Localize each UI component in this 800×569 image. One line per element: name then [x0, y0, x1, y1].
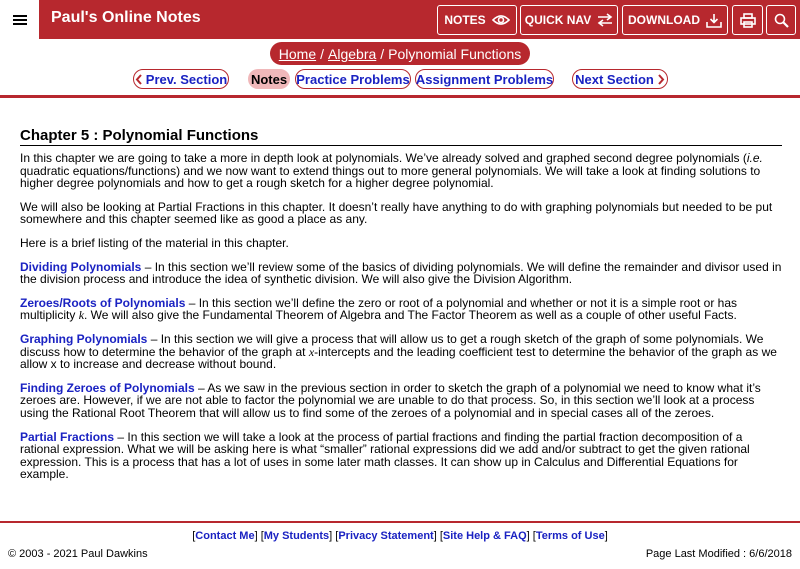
partial-fractions-link[interactable]: Partial Fractions	[20, 429, 115, 444]
footer-links: [Contact Me] [My Students] [Privacy Statement] [Site Help & FAQ] [Terms of Use]	[192, 530, 608, 542]
eye-icon	[492, 14, 510, 26]
print-button[interactable]	[732, 5, 763, 35]
breadcrumb-separator: /	[320, 45, 325, 62]
copyright: © 2003 - 2021 Paul Dawkins	[8, 548, 148, 560]
math-x: x	[308, 344, 315, 359]
partial-fractions-desc: – In this section we will take a look at the process of partial fractions and finding the partial fraction decomposition of a rational expression. What we will be asking here is what “smaller” rational expressions did we add and/or subtract to get the given rational expression. This is a process that has a lot of uses in some later math classes. It can show up in Calculus and Differential Equations for example.	[20, 429, 750, 482]
breadcrumb-current: Polynomial Functions	[388, 45, 522, 62]
notes-button-label: NOTES	[444, 13, 486, 27]
search-button[interactable]	[766, 5, 796, 35]
dividing-polynomials-link[interactable]: Dividing Polynomials	[20, 259, 142, 274]
finding-zeroes-link[interactable]: Finding Zeroes of Polynomials	[20, 380, 195, 395]
notes-tab[interactable]	[248, 69, 290, 89]
main-content	[20, 127, 782, 492]
students-link[interactable]: My Students	[263, 530, 330, 542]
last-modified: Page Last Modified : 6/6/2018	[645, 548, 792, 560]
section-entry-partial-fractions	[20, 431, 782, 481]
privacy-link[interactable]: Privacy Statement	[338, 530, 434, 542]
breadcrumb-algebra-link[interactable]: Algebra	[328, 45, 377, 62]
site-title[interactable]: Paul's Online Notes	[51, 9, 201, 26]
top-divider	[0, 95, 800, 98]
breadcrumb-separator: /	[380, 45, 385, 62]
breadcrumb-home-link[interactable]: Home	[278, 45, 317, 62]
printer-icon	[740, 13, 756, 28]
section-entry-dividing	[20, 261, 782, 286]
practice-problems-button[interactable]	[295, 69, 411, 89]
terms-link[interactable]: Terms of Use	[535, 530, 605, 542]
math-k: k	[78, 308, 85, 323]
graphing-polynomials-desc-b: -intercepts and the leading coefficient test to determine the behavior of the graph as we allow x to increase and decrease without bound.	[20, 344, 777, 372]
zeroes-roots-link[interactable]: Zeroes/Roots of Polynomials	[20, 295, 186, 310]
practice-problems-label: Practice Problems	[296, 71, 410, 87]
contact-link[interactable]: Contact Me	[195, 530, 255, 542]
assignment-problems-label: Assignment Problems	[415, 71, 554, 87]
menu-button[interactable]	[0, 0, 39, 39]
notes-tab-label: Notes	[250, 71, 288, 87]
breadcrumb	[270, 42, 530, 65]
prev-section-label: Prev. Section	[145, 71, 228, 87]
download-button[interactable]	[622, 5, 728, 35]
zeroes-roots-desc-a: – In this section we’ll define the zero or root of a polynomial and whether or not it is a simple root or has multiplicity	[20, 295, 737, 323]
section-entry-finding-zeroes	[20, 382, 782, 420]
section-entry-graphing	[20, 333, 782, 371]
download-button-label: DOWNLOAD	[628, 13, 700, 27]
swap-arrows-icon	[597, 13, 613, 27]
next-section-button[interactable]	[572, 69, 668, 89]
top-bar	[0, 0, 800, 39]
partial-fractions-note: We will also be looking at Partial Fractions in this chapter. It doesn’t really have anything to do with graphing polynomials but needed to be put somewhere and this chapter seemed like as good a place as any.	[20, 199, 773, 227]
notes-button[interactable]	[437, 5, 517, 35]
intro-paragraph	[20, 152, 782, 190]
listing-intro: Here is a brief listing of the material in this chapter.	[20, 235, 289, 250]
chevron-right-icon	[657, 74, 665, 85]
dividing-polynomials-desc: – In this section we’ll review some of the basics of dividing polynomials. We will define the remainder and divisor used in the division process and introduce the idea of synthetic division. We will also give the Division Algorithm.	[20, 259, 782, 287]
hamburger-icon	[13, 19, 27, 21]
assignment-problems-button[interactable]	[415, 69, 554, 89]
finding-zeroes-desc: – As we saw in the previous section in order to sketch the graph of a polynomial we need to know what it’s zeroes are. However, if we are not able to factor the polynomial we are unable to do that process. So, in this section we’ll look at a process using the Rational Root Theorem that will allow us to find some of the zeroes of a polynomial and in special cases all of the zeroes.	[20, 380, 761, 420]
intro-text-b: quadratic equations/functions) and we now want to extend things out to more general polynomials. We will take a look at finding solutions to higher degree polynomials and how to get a rough sketch for a higher degree polynomial.	[20, 163, 761, 191]
graphing-polynomials-desc-a: – In this section we will give a process that will allow us to get a rough sketch of the graph of some polynomials. We discuss how to determine the behavior of the graph at	[20, 331, 764, 359]
prev-section-button[interactable]	[133, 69, 229, 89]
breadcrumb-wrapper	[0, 42, 800, 65]
intro-text-a: In this chapter we are going to take a more in depth look at polynomials. We’ve already solved and graphed second degree polynomials (	[20, 151, 747, 165]
quick-nav-button[interactable]	[520, 5, 618, 35]
quick-nav-button-label: QUICK NAV	[524, 13, 592, 27]
search-icon	[774, 13, 789, 28]
section-entry-zeroes	[20, 297, 782, 322]
graphing-polynomials-link[interactable]: Graphing Polynomials	[20, 331, 148, 346]
next-section-label: Next Section	[575, 71, 654, 87]
chevron-left-icon	[135, 74, 143, 85]
help-faq-link[interactable]: Site Help & FAQ	[442, 530, 527, 542]
intro-ie: i.e.	[746, 151, 763, 165]
bottom-divider	[0, 521, 800, 523]
chapter-title: Chapter 5 : Polynomial Functions	[20, 127, 782, 146]
download-icon	[706, 13, 722, 28]
zeroes-roots-desc-b: . We will also give the Fundamental Theorem of Algebra and The Factor Theorem as well as a couple of other useful Facts.	[84, 308, 737, 323]
